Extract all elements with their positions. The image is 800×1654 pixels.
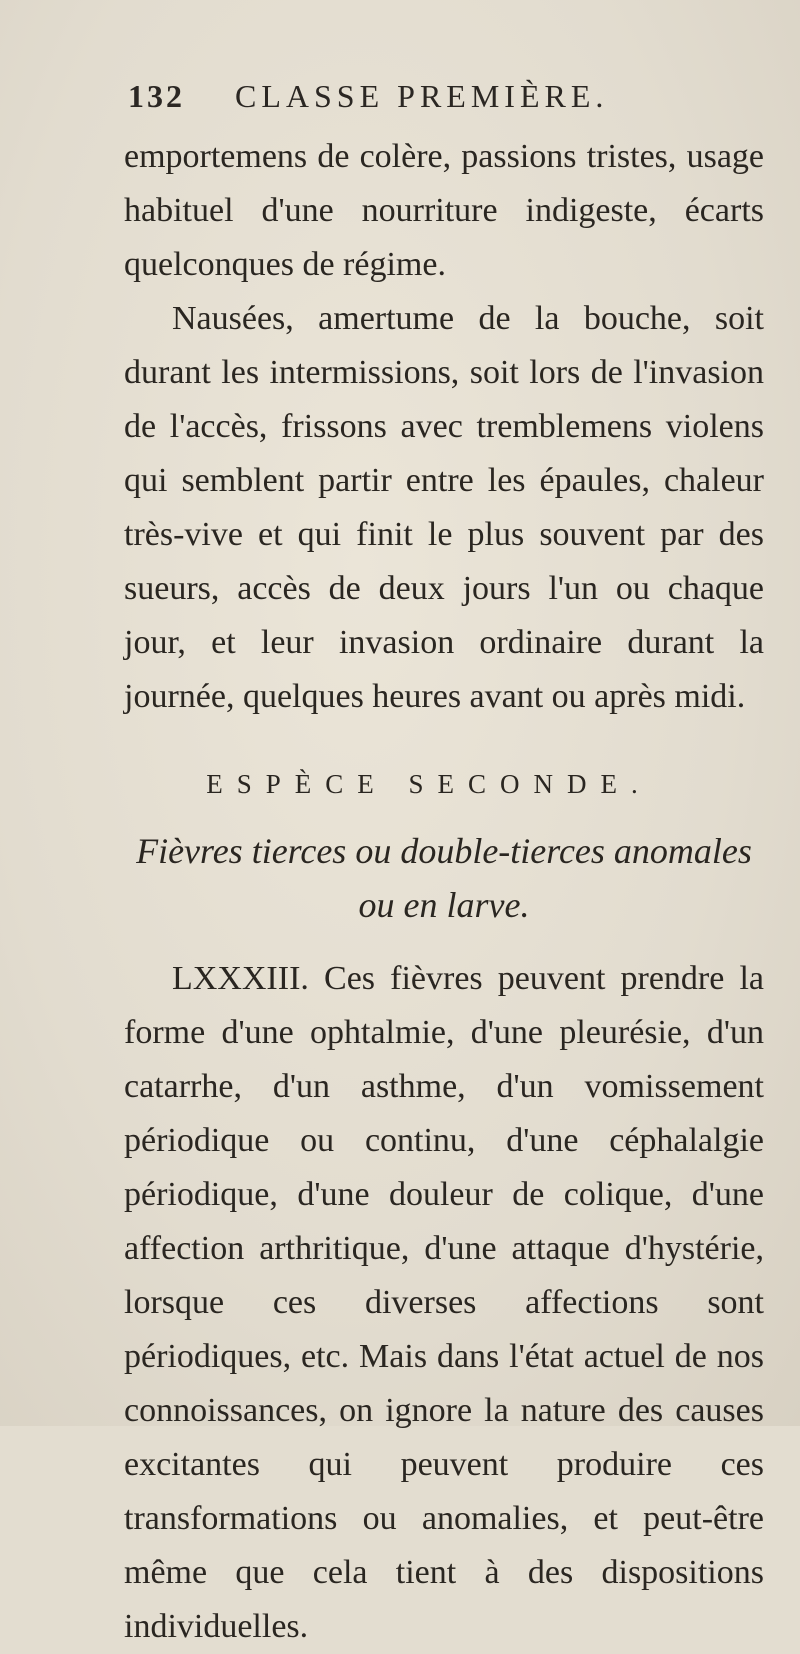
section-heading: ESPÈCE SECONDE. [206, 769, 652, 799]
section-subtitle: Fièvres tierces ou double-tierces anomales ou en larve. [136, 831, 752, 925]
header-title: CLASSE PREMIÈRE. [235, 78, 609, 114]
article-paragraph [124, 952, 764, 1654]
page-number: 132 [128, 78, 185, 114]
paragraph-symptoms: Nausées, amertume de la bouche, soit durant les intermissions, soit lors de l'invasion de l'accès, frissons avec tremblemens violens qui semblent partir entre les épaules, chaleur très-vive et qui finit le plus souvent par des sueurs, accès de deux jours l'un ou chaque jour, et leur invasion ordinaire durant la journée, quelques heures avant ou après midi. [124, 300, 764, 715]
paragraph-causes: emportemens de colère, passions tristes, usage habituel d'une nourriture indigeste, écarts quelconques de régime. [124, 138, 764, 283]
article-text: Ces fièvres peuvent prendre la forme d'une ophtalmie, d'une pleurésie, d'un catarrhe, d'un asthme, d'un vomissement périodique ou continu, d'une céphalalgie périodique, d'une douleur de colique, d'une affection arthritique, d'une attaque d'hystérie, lorsque ces diverses affections sont périodiques, etc. Mais dans l'état actuel de nos connoissances, on ignore la nature des causes excitantes qui peuvent produire ces transformations ou anomalies, et peut-être même que cela tient à des dispositions individuelles. [124, 960, 765, 1645]
running-header [128, 78, 688, 122]
body-text [124, 130, 764, 1654]
article-number: LXXXIII. [172, 960, 309, 997]
